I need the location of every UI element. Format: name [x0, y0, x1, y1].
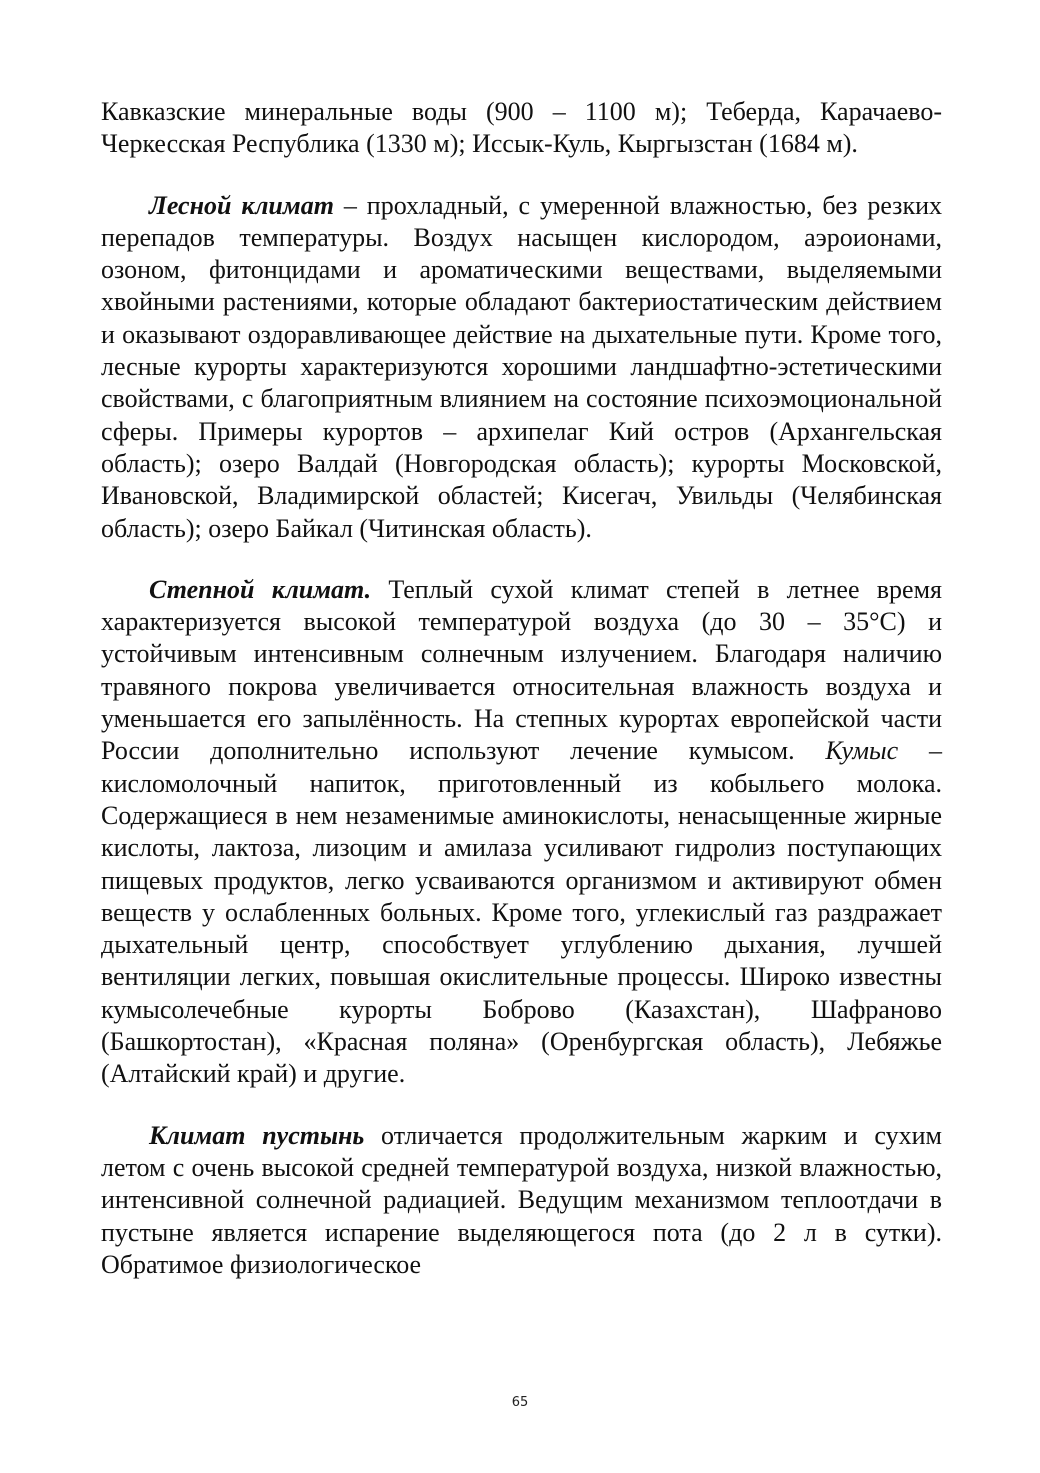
document-body — [101, 96, 942, 1281]
paragraph-mountain-resorts-continuation — [101, 96, 942, 161]
paragraph-text: отличается продолжительным жарким и сухим летом с очень высокой средней температурой воздуха, низкой влажностью, интенсивной солнечной радиацией. Ведущим механизмом теплоотдачи в пустыне является испарение выделяющегося пота (до 2 л в сутки). Обратимое физиологическое — [101, 1120, 942, 1279]
paragraph-text: Кавказские минеральные воды (900 – 1100 м); Теберда, Карачаево-Черкесская Республика (1330 м); Иссык-Куль, Кыргызстан (1684 м). — [101, 97, 942, 159]
paragraph-desert-climate — [101, 1120, 942, 1281]
paragraph-steppe-climate — [101, 574, 942, 1091]
paragraph-forest-climate — [101, 190, 942, 545]
term-kumys: Кумыс — [825, 736, 899, 766]
page-number: 65 — [511, 1395, 529, 1410]
term-steppe-climate: Степной климат. — [149, 574, 372, 604]
paragraph-text: Теплый сухой климат степей в летнее время характеризуется высокой температурой воздуха (до 30 – 35°С) и устойчивым интенсивным солнечным излучением. Благодаря наличию травяного покрова увеличивается относительная влажность воздуха и уменьшается его запылённость. На степных курортах европейской части России дополнительно используют лечение кумысом. — [101, 574, 942, 766]
paragraph-text: – прохладный, с умеренной влажностью, без резких перепадов температуры. Воздух насыщен кислородом, аэроионами, озоном, фитонцидами и ароматическими веществами, выделяемыми хвойными растениями, которые обладают бактериостатическим действием и оказывают оздоравливающее действие на дыхательные пути. Кроме того, лесные курорты характеризуются хорошими ландшафтно-эстетическими свойствами, с благоприятным влиянием на состояние психоэмоциональной сферы. Примеры курортов – архипелаг Кий остров (Архангельская область); озеро Валдай (Новгородская область); курорты Московской, Ивановской, Владимирской областей; Кисегач, Увильды (Челябинская область); озеро Байкал (Читинская область). — [101, 190, 943, 543]
paragraph-text: – кисломолочный напиток, приготовленный из кобыльего молока. Содержащиеся в нем незаменимые аминокислоты, ненасыщенные жирные кислоты, лактоза, лизоцим и амилаза усиливают гидролиз поступающих пищевых продуктов, легко усваиваются организмом и активируют обмен веществ у ослабленных больных. Кроме того, углекислый газ раздражает дыхательный центр, способствует углублению дыхания, лучшей вентиляции легких, повышая окислительные процессы. Широко известны кумысолечебные курорты Боброво (Казахстан), Шафраново (Башкортостан), «Красная поляна» (Оренбургская область), Лебяжье (Алтайский край) и другие. — [101, 736, 942, 1089]
term-forest-climate: Лесной климат — [149, 190, 334, 220]
term-desert-climate: Климат пустынь — [149, 1120, 365, 1150]
